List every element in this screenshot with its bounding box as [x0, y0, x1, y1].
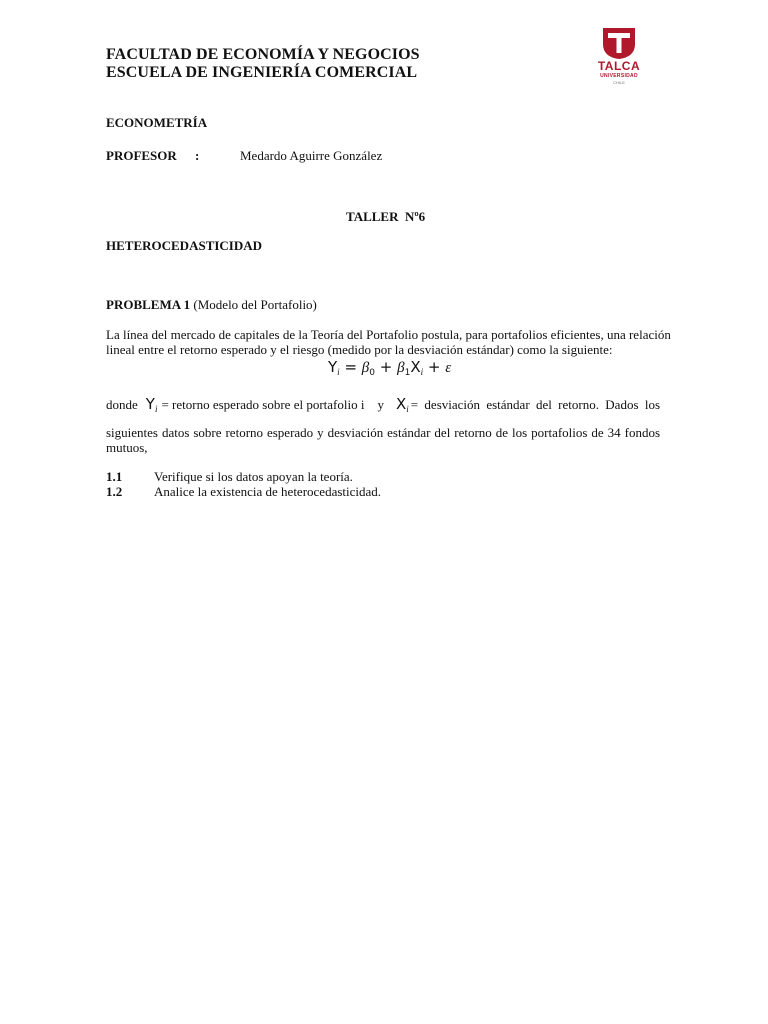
y-symbol: $Y_i$	[145, 395, 158, 414]
x-definition: = desviación estándar del retorno. Dados los	[410, 397, 660, 412]
capm-formula: $Y_i = \beta_0 + \beta_1X_i + \varepsilon$	[328, 358, 452, 378]
course-title: ECONOMETRÍA	[106, 115, 208, 130]
university-logo	[592, 26, 646, 88]
task-number: 1.2	[106, 484, 123, 499]
data-description: siguientes datos sobre retorno esperado y desviación estándar del retorno de los portafolios de 34 fondos mutuos,	[106, 425, 660, 455]
faculty-heading: FACULTAD DE ECONOMÍA Y NEGOCIOS	[106, 46, 420, 63]
problem-intro-line-1: La línea del mercado de capitales de la Teoría del Portafolio postula, para portafolios eficientes, una relación	[106, 327, 671, 342]
professor-label: PROFESOR	[106, 148, 177, 163]
problem-heading	[106, 297, 317, 313]
problem-label: PROBLEMA 1	[106, 297, 191, 312]
university-shield-icon	[592, 26, 646, 60]
logo-name: TALCA	[597, 59, 641, 73]
school-heading: ESCUELA DE INGENIERÍA COMERCIAL	[106, 64, 418, 81]
logo-country: CHILE	[613, 80, 625, 85]
problem-intro-line-2: lineal entre el retorno esperado y el riesgo (medido por la desviación estándar) como la siguiente:	[106, 342, 613, 357]
professor-name: Medardo Aguirre González	[240, 148, 383, 163]
taller-topic: HETEROCEDASTICIDAD	[106, 238, 263, 253]
logo-subtitle: UNIVERSIDAD	[600, 73, 638, 79]
task-text: Verifique si los datos apoyan la teoría.	[154, 469, 353, 484]
variable-definitions	[106, 395, 660, 415]
professor-colon: :	[195, 148, 200, 163]
x-symbol: $X_i$	[395, 395, 409, 414]
task-text: Analice la existencia de heterocedasticidad.	[154, 484, 382, 499]
taller-title: TALLER Nº6	[346, 209, 426, 224]
y-definition: = retorno esperado sobre el portafolio i y	[161, 397, 384, 412]
where-label: donde	[106, 397, 138, 412]
problem-subtitle: (Modelo del Portafolio)	[193, 297, 317, 312]
formula-text	[328, 358, 468, 376]
task-number: 1.1	[106, 469, 123, 484]
